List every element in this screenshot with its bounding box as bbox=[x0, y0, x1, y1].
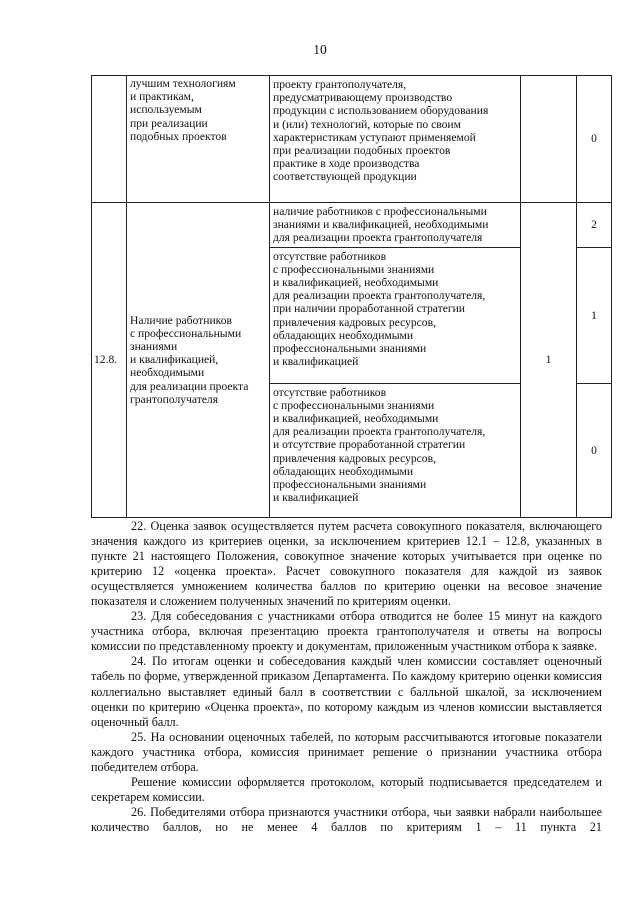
criterion-weight: 1 bbox=[521, 203, 577, 518]
option-description: проекту грантополучателя, предусматривающему производство продукции с использованием оборудования и (или) технологий, которые по своим характеристикам уступают применяемой при реализации подобных проектов практике в ходе производства соответствующей продукции bbox=[270, 76, 521, 203]
paragraph-23: 23. Для собеседования с участниками отбора отводится не более 15 минут на каждого участника отбора, включая презентацию проекта грантополучателя и ответы на вопросы комиссии по представленному проекту и документам, приложенным участником отбора к заявке. bbox=[91, 609, 602, 654]
criteria-table bbox=[91, 75, 612, 518]
paragraph-25: 25. На основании оценочных табелей, по которым рассчитываются итоговые показатели каждого участника отбора, комиссия принимает решение о признании участника отбора победителем отбора. bbox=[91, 729, 602, 774]
criterion-number-cell bbox=[92, 76, 127, 203]
table-row-12-8-option-1 bbox=[92, 203, 612, 248]
paragraph-24: 24. По итогам оценки и собеседования каждый член комиссии составляет оценочный табель по форме, утвержденной приказом Департамента. По каждому критерию оценки комиссия коллегиально выставляет единый балл в соответствии с балльной шкалой, за исключением оценки по критерию «Оценка проекта», по которому каждым из членов комиссии выставляется оценочный балл. bbox=[91, 654, 602, 729]
criterion-name: лучшим технологиям и практикам, используемым при реализации подобных проектов bbox=[127, 76, 270, 203]
criterion-number: 12.8. bbox=[92, 203, 127, 518]
option-score: 0 bbox=[577, 383, 612, 517]
option-description: отсутствие работников с профессиональными знаниями и квалификацией, необходимыми для реализации проекта грантополучателя, при наличии проработанной стратегии привлечения кадровых ресурсов, обладающих необходимыми профессиональными знаниями и квалификацией bbox=[270, 247, 521, 383]
paragraph-decision: Решение комиссии оформляется протоколом, который подписывается председателем и секретарем комиссии. bbox=[91, 774, 602, 804]
paragraph-22: 22. Оценка заявок осуществляется путем расчета совокупного показателя, включающего значения каждого из критериев оценки, за исключением критериев 12.1 – 12.8, указанных в пункте 21 настоящего Положения, совокупное значение которых учитывается при оценке по критерию 12 «оценка проекта». Расчет совокупного показателя для каждой из заявок осуществляется умножением количества баллов по критерию оценки на весовое значение показателя и сложением полученных значений по критериям оценки. bbox=[91, 519, 602, 609]
weight-cell bbox=[521, 76, 577, 203]
page-number: 10 bbox=[313, 42, 327, 57]
criterion-name: Наличие работников с профессиональными знаниями и квалификацией, необходимыми для реализации проекта грантополучателя bbox=[127, 203, 270, 518]
option-score: 1 bbox=[577, 247, 612, 383]
option-description: наличие работников с профессиональными знаниями и квалификацией, необходимыми для реализации проекта грантополучателя bbox=[270, 203, 521, 248]
option-description: отсутствие работников с профессиональными знаниями и квалификацией, необходимыми для реализации проекта грантополучателя, и отсутствие проработанной стратегии привлечения кадровых ресурсов, обладающих необходимыми профессиональными знаниями и квалификацией bbox=[270, 383, 521, 517]
paragraph-26: 26. Победителями отбора признаются участники отбора, чьи заявки набрали наибольшее количество баллов, но не менее 4 баллов по критериям 1 – 11 пункта 21 bbox=[91, 804, 602, 834]
option-score: 2 bbox=[577, 203, 612, 248]
option-score: 0 bbox=[577, 76, 612, 203]
table-row-continued bbox=[92, 76, 612, 203]
body-text bbox=[91, 519, 602, 835]
